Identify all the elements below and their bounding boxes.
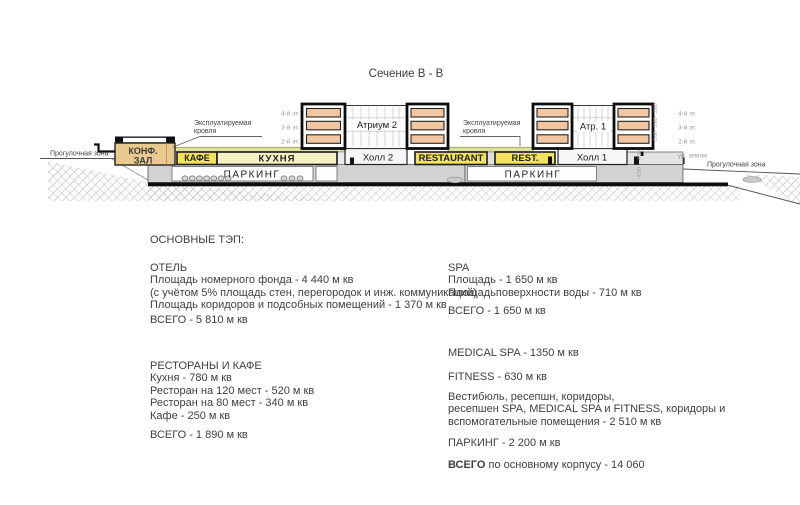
grand-total-bold: ВСЕГО: [448, 459, 486, 471]
parking-right-label: ПАРКИНГ: [504, 169, 562, 181]
restaurants-title: РЕСТОРАНЫ И КАФЕ: [150, 360, 262, 372]
restaurants-total: ВСЕГО - 1 890 м кв: [150, 429, 248, 441]
walk-zone-left-label: Прогулочная зона: [50, 150, 109, 158]
roof-label-left-2: кровля: [194, 128, 217, 135]
section-title: Сечение В - В: [368, 68, 444, 80]
floor4-right-label: 4-й эт.: [678, 110, 697, 118]
hotel-line: Площадь коридоров и подсобных помещений - 1 370 м кв: [150, 299, 447, 312]
dim-360: 3.60: [653, 131, 659, 141]
grand-total-rest: по основному корпусу - 14 060: [485, 459, 645, 471]
hotel-line: Площадь номерного фонда - 4 440 м кв: [150, 274, 354, 287]
parking-total-line: ПАРКИНГ - 2 200 м кв: [448, 437, 561, 449]
hall1-label: Холл 1: [576, 152, 608, 164]
floor4-left-label: 4-й эт.: [281, 110, 300, 118]
misc-line: Вестибюль, ресепшн, коридоры,: [448, 391, 615, 403]
hotel-title: ОТЕЛЬ: [150, 262, 188, 274]
walk-zone-right-label: Прогулочная зона: [707, 161, 766, 169]
roof-label-right-1: Эксплуатируемая: [463, 120, 521, 127]
medical-spa-line: MEDICAL SPA - 1350 м кв: [448, 347, 579, 359]
grand-total-line: [448, 459, 645, 471]
floor2-left-label: 2-й эт.: [281, 138, 300, 146]
door-mark: [548, 157, 552, 165]
parking-level: [148, 165, 761, 187]
building-1: [533, 104, 653, 149]
restaurant-label: RESTAURANT: [418, 153, 484, 164]
section-drawing: [0, 0, 800, 215]
hotel-line: (с учётом 5% площадь стен, перегородок и инж. коммуникаций): [150, 286, 477, 299]
dim-420: 4.20: [637, 150, 643, 160]
parking-left-label: ПАРКИНГ: [223, 169, 281, 181]
misc-line: ресепшен SPA, MEDICAL SPA и FITNESS, коридоры и: [448, 403, 726, 416]
roof-label-right-2: кровля: [463, 128, 486, 135]
kitchen-label: КУХНЯ: [258, 153, 296, 165]
restaurants-line: Кафе - 250 м кв: [150, 409, 231, 422]
dim-360: 3.60: [653, 117, 659, 127]
floor2-right-label: 2-й эт.: [678, 138, 697, 146]
spa-line: Площадьповерхности воды - 710 м кв: [448, 286, 642, 299]
tep-heading: ОСНОВНЫЕ ТЭП:: [150, 234, 244, 246]
conference-hall: [94, 137, 175, 166]
spa-title: SPA: [448, 262, 470, 274]
conf-hall-label-2: ЗАЛ: [133, 155, 153, 166]
dim-450: 4.50: [637, 167, 643, 177]
hall2-label: Холл 2: [362, 152, 394, 164]
spa-block: [448, 262, 642, 299]
spa-total: ВСЕГО - 1 650 м кв: [448, 305, 546, 317]
hotel-block: [150, 262, 477, 312]
restaurants-line: Ресторан на 80 мест - 340 м кв: [150, 397, 309, 410]
floor3-right-label: 3-й эт.: [678, 124, 697, 132]
soil-mound: [447, 177, 463, 183]
floor3-left-label: 3-й эт.: [281, 124, 300, 132]
hotel-total: ВСЕГО - 5 810 м кв: [150, 314, 248, 326]
fitness-line: FITNESS - 630 м кв: [448, 371, 547, 383]
restaurants-line: Кухня - 780 м кв: [150, 372, 232, 385]
door-mark: [350, 158, 354, 165]
restaurants-block: [150, 360, 314, 422]
spa-line: Площадь - 1 650 м кв: [448, 274, 558, 287]
misc-block: [448, 391, 725, 428]
building-2: [302, 104, 448, 149]
restaurants-line: Ресторан на 120 мест - 520 м кв: [150, 384, 315, 397]
dim-360: 3.60: [653, 103, 659, 113]
cafe-label: КАФЕ: [184, 153, 210, 163]
ground-level-label: ур. земли: [678, 152, 707, 160]
rest-label: REST.: [511, 153, 539, 164]
roof-label-left-1: Эксплуатируемая: [194, 120, 252, 127]
soil-mound: [743, 177, 761, 183]
atrium1-label: Атр. 1: [579, 121, 607, 133]
atrium2-label: Атриум 2: [356, 120, 398, 131]
foundation-line: [148, 183, 728, 187]
conf-hall-label-1: КОНФ.: [128, 146, 158, 156]
misc-line: вспомогательные помещения - 2 510 м кв: [448, 415, 662, 428]
